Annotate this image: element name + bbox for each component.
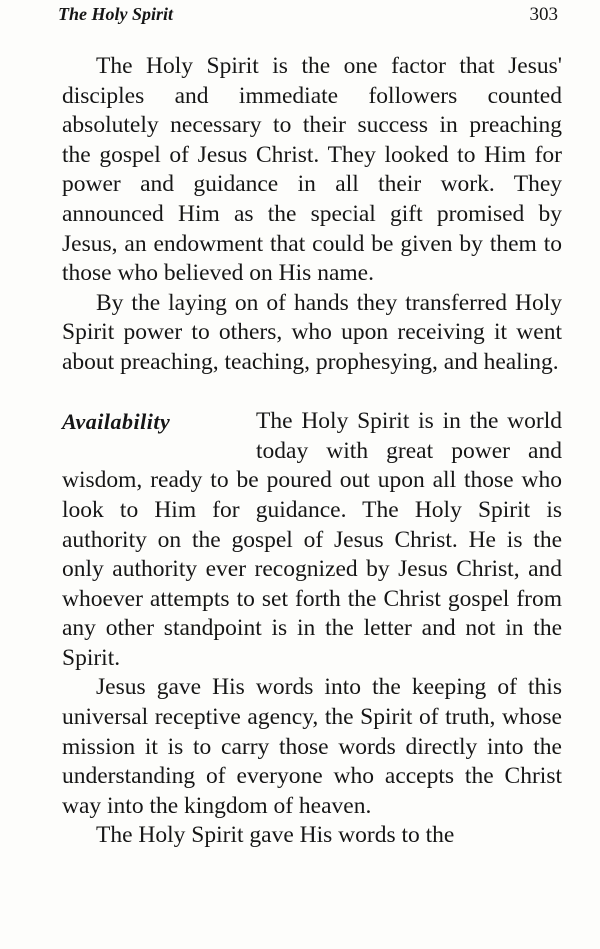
section-paragraph-3: The Holy Spirit gave His words to the [96, 822, 455, 849]
running-head [58, 4, 558, 34]
paragraph-1: The Holy Spirit is the one factor that Jesus' disciples and immediate followers counted absolutely necessary to their success in preaching the gospel of Jesus Christ. They looked to Him for power and guidance in all their work. They announced Him as the special gift promised by Jesus, an endowment that could be given by them to those who believed on His name. [62, 53, 562, 287]
page-number: 303 [529, 4, 558, 25]
section-paragraph-2: Jesus gave His words into the keeping of this universal receptive agency, the Spirit of truth, whose mission it is to carry those words directly into the understanding of everyone who accepts the Christ way into the kingdom of heaven. [62, 674, 562, 819]
section-paragraph-1: The Holy Spirit is in the world today with great power and wisdom, ready to be poured out upon all those who look to Him for guidance. The Holy Spirit is authority on the gospel of Jesus Christ. He is the only authority ever recognized by Jesus Christ, and whoever attempts to set forth the Christ gospel from any other standpoint is in the letter and not in the Spirit. [62, 408, 562, 671]
section-availability [62, 407, 562, 851]
section-heading: Availability [62, 409, 171, 435]
running-title: The Holy Spirit [58, 4, 174, 24]
paragraph-2: By the laying on of hands they transferred Holy Spirit power to others, who upon receiving it went about preaching, teaching, prophesying, and healing. [62, 289, 562, 375]
body-text [62, 52, 562, 851]
